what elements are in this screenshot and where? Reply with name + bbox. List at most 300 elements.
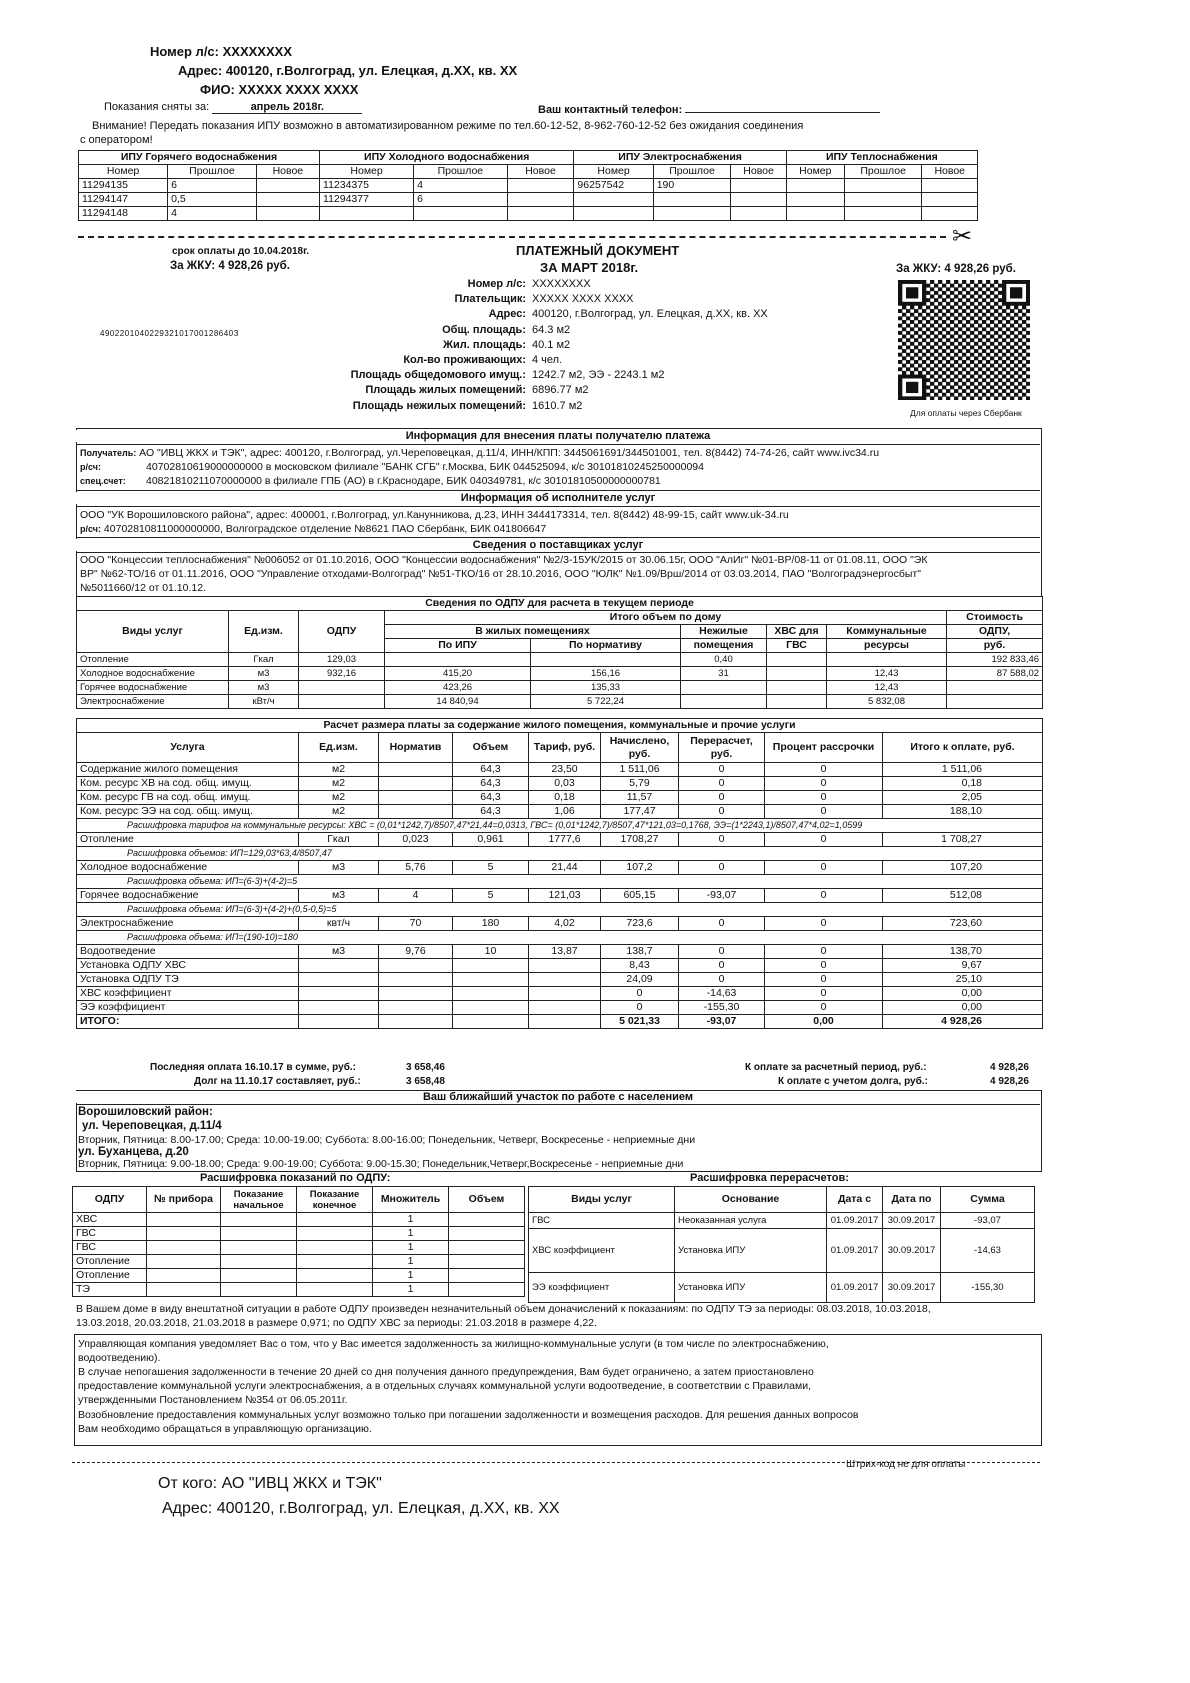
payer-field-label: Площадь нежилых помещений:	[352, 399, 526, 412]
calc-row	[77, 889, 1043, 903]
account-label: Номер л/с:	[150, 44, 219, 59]
calc-cell: 1777,6	[529, 833, 601, 847]
odpu-row	[77, 695, 1043, 709]
calc-note-row	[77, 931, 1043, 945]
calc-h-charged: Начислено, руб.	[601, 733, 679, 763]
meter-new-input[interactable]	[731, 179, 786, 193]
readings-row	[104, 101, 362, 114]
suppliers-title: Сведения о поставщиках услуг	[76, 539, 1040, 551]
suppliers-line-2: ВР" №62-ТО/16 от 01.11.2016, ООО "Управление отходами-Волгоград" №51-ТКО/16 от 28.10.2016, ООО "ЮЛК" №1.09/Врш/2014 от 03.03.2014, ПАО "Волгоградэнергосбыт"	[80, 568, 921, 580]
calc-cell: 0,18	[883, 777, 1043, 791]
calc-cell	[379, 763, 453, 777]
meter-prev	[844, 193, 922, 207]
last-payment-value: 3 658,46	[406, 1062, 445, 1073]
odpu-decode-title: Расшифровка показаний по ОДПУ:	[200, 1172, 391, 1184]
calc-cell: 0,18	[529, 791, 601, 805]
odpu-cell	[681, 681, 767, 695]
calc-cell: 13,87	[529, 945, 601, 959]
decode-h: Показание конечное	[297, 1187, 373, 1213]
recalc-h: Сумма	[941, 1187, 1035, 1213]
odpu-h-nonliving: Нежилые	[681, 625, 767, 639]
calc-cell: 4	[379, 889, 453, 903]
meter-new-input[interactable]	[731, 207, 786, 221]
warning-line-5: утвержденными Постановлением №354 от 06.05.2011г.	[78, 1394, 348, 1406]
calc-cell: 0	[679, 917, 765, 931]
calc-cell: 0	[765, 973, 883, 987]
odpu-cell: Горячее водоснабжение	[77, 681, 229, 695]
calc-row	[77, 791, 1043, 805]
warning-line-3: В случае непогашения задолженности в течение 20 дней со дня получения данного предупреждения, Вам будет ограничено, а затем приостановлено	[78, 1366, 814, 1378]
calc-cell: 121,03	[529, 889, 601, 903]
total-right: За ЖКУ: 4 928,26 руб.	[896, 263, 1016, 275]
calc-cell: 0	[679, 973, 765, 987]
calc-row	[77, 861, 1043, 875]
footer-barcode-caption: Штрих-код не для оплаты	[846, 1459, 966, 1470]
decode-cell	[297, 1241, 373, 1255]
decode-cell	[449, 1269, 525, 1283]
payer-field-row	[230, 278, 830, 293]
payer-field-row	[230, 400, 830, 415]
office-hours-2: Вторник, Пятница: 9.00-18.00; Среда: 9.00-19.00; Суббота: 9.00-15.30; Понедельник,Четверг,Воскресенье - неприемные дни	[78, 1158, 684, 1170]
recalc-cell: Установка ИПУ	[675, 1229, 827, 1273]
calc-h-total: Итого к оплате, руб.	[883, 733, 1043, 763]
decode-cell	[221, 1241, 297, 1255]
calc-cell: 0	[765, 763, 883, 777]
recalc-cell: ГВС	[529, 1213, 675, 1229]
debt-value: 3 658,48	[406, 1076, 445, 1087]
meter-prev	[414, 207, 507, 221]
odpu-cell: кВт/ч	[229, 695, 299, 709]
meters-col: Новое	[507, 165, 574, 179]
decode-cell	[449, 1255, 525, 1269]
decode-cell: ТЭ	[73, 1283, 147, 1297]
notice-text-2: с оператором!	[80, 134, 153, 146]
calc-cell: 0	[679, 833, 765, 847]
calc-cell: Холодное водоснабжение	[77, 861, 299, 875]
calc-body	[77, 763, 1043, 1029]
payer-field-row	[230, 384, 830, 399]
calc-cell	[299, 959, 379, 973]
decode-row	[73, 1241, 525, 1255]
calc-note: Расшифровка объема: ИП=(190-10)=180	[77, 931, 1043, 945]
readings-period[interactable]: апрель 2018г.	[212, 101, 362, 114]
meter-number: 11294148	[79, 207, 168, 221]
meter-prev: 4	[414, 179, 507, 193]
calc-cell: Ком. ресурс ЭЭ на сод. общ. имущ.	[77, 805, 299, 819]
calc-cell: 0,023	[379, 833, 453, 847]
calc-cell: ЭЭ коэффициент	[77, 1001, 299, 1015]
meter-new-input[interactable]	[922, 179, 978, 193]
calc-cell: 107,2	[601, 861, 679, 875]
calc-cell: 107,20	[883, 861, 1043, 875]
calc-cell: 9,67	[883, 959, 1043, 973]
decode-cell	[297, 1269, 373, 1283]
decode-cell	[147, 1213, 221, 1227]
calc-note: Расшифровка объема: ИП=(6-3)+(4-2)=5	[77, 875, 1043, 889]
calc-cell: 0	[679, 861, 765, 875]
calc-row	[77, 945, 1043, 959]
meter-new-input[interactable]	[507, 193, 574, 207]
calc-h-service: Услуга	[77, 733, 299, 763]
calc-note: Расшифровка объемов: ИП=129,03*63,4/8507,47	[77, 847, 1043, 861]
calc-table	[76, 718, 1043, 1029]
odpu-cell: Гкал	[229, 653, 299, 667]
calc-cell	[379, 959, 453, 973]
calc-cell	[453, 1001, 529, 1015]
payer-field-label: Плательщик:	[454, 293, 526, 306]
calc-cell	[379, 805, 453, 819]
calc-cell: 11,57	[601, 791, 679, 805]
emergency-line-1: В Вашем доме в виду внештатной ситуации в работе ОДПУ произведен незначительный объем доначислений к показаниям: по ОДПУ ТЭ за периоды: 08.03.2018, 10.03.2018,	[76, 1303, 931, 1315]
calc-cell	[529, 973, 601, 987]
payer-field-value: 4 чел.	[532, 353, 563, 366]
calc-h-volume: Объем	[453, 733, 529, 763]
odpu-cell: 129,03	[299, 653, 385, 667]
calc-cell: Установка ОДПУ ТЭ	[77, 973, 299, 987]
payer-fields	[230, 278, 830, 415]
odpu-cell: Отопление	[77, 653, 229, 667]
recalc-cell: -14,63	[941, 1229, 1035, 1273]
calc-cell: 64,3	[453, 791, 529, 805]
decode-cell: 1	[373, 1269, 449, 1283]
odpu-h-services: Виды услуг	[77, 611, 229, 653]
warning-line-1: Управляющая компания уведомляет Вас о том, что у Вас имеется задолженность за жилищно-коммунальные услуги (в том числе по электроснабжению,	[78, 1338, 829, 1350]
payer-field-row	[230, 293, 830, 308]
decode-cell	[449, 1241, 525, 1255]
decode-row	[73, 1269, 525, 1283]
pay-debt-label: К оплате с учетом долга, руб.:	[778, 1076, 928, 1087]
calc-cell: квт/ч	[299, 917, 379, 931]
calc-cell: 5	[453, 889, 529, 903]
spec-value: 40821810211070000000 в филиале ГПБ (АО) в г.Краснодаре, БИК 040349781, к/с 30101810500000000781	[146, 475, 661, 487]
calc-cell: Установка ОДПУ ХВС	[77, 959, 299, 973]
doc-period: ЗА МАРТ 2018г.	[540, 260, 639, 275]
meter-new-input[interactable]	[731, 193, 786, 207]
payer-field-label: Общ. площадь:	[442, 323, 526, 336]
calc-cell	[299, 973, 379, 987]
divider	[76, 552, 1040, 553]
decode-cell	[221, 1283, 297, 1297]
decode-row	[73, 1283, 525, 1297]
calc-cell	[299, 1001, 379, 1015]
meter-number	[574, 193, 653, 207]
odpu-cell: 5 832,08	[827, 695, 947, 709]
calc-cell	[453, 987, 529, 1001]
meter-new-input[interactable]	[922, 193, 978, 207]
calc-row	[77, 1015, 1043, 1029]
meters-col: Новое	[922, 165, 978, 179]
calc-row	[77, 805, 1043, 819]
payer-field-value: XXXXX XXXX XXXX	[532, 293, 634, 306]
odpu-h-ipu: По ИПУ	[385, 639, 531, 653]
fio-header	[200, 82, 358, 97]
recalc-h: Основание	[675, 1187, 827, 1213]
odpu-cell: м3	[229, 667, 299, 681]
calc-cell: 0	[765, 1001, 883, 1015]
doc-title: ПЛАТЕЖНЫЙ ДОКУМЕНТ	[516, 243, 680, 258]
spec-label: спец.счет:	[80, 476, 126, 486]
meter-prev: 4	[168, 207, 257, 221]
decode-cell: ХВС	[73, 1213, 147, 1227]
calc-cell: 2,05	[883, 791, 1043, 805]
fio-value: XXXXX XXXX XXXX	[238, 82, 359, 97]
odpu-cell: 31	[681, 667, 767, 681]
calc-row	[77, 1001, 1043, 1015]
meter-new-input[interactable]	[256, 179, 319, 193]
calc-note-row	[77, 903, 1043, 917]
calc-cell: 1 511,06	[601, 763, 679, 777]
odpu-row	[77, 653, 1043, 667]
meter-number	[320, 207, 414, 221]
meters-col: Новое	[731, 165, 786, 179]
calc-cell: 23,50	[529, 763, 601, 777]
meter-new-input[interactable]	[256, 207, 319, 221]
decode-cell	[297, 1283, 373, 1297]
recalc-cell: 01.09.2017	[827, 1273, 883, 1303]
recalc-h: Виды услуг	[529, 1187, 675, 1213]
calc-row	[77, 917, 1043, 931]
recalc-row	[529, 1229, 1035, 1273]
decode-cell	[221, 1255, 297, 1269]
odpu-cell: 192 833,46	[947, 653, 1043, 667]
calc-cell: 5	[453, 861, 529, 875]
qr-caption: Для оплаты через Сбербанк	[910, 408, 1022, 418]
recalc-cell: 01.09.2017	[827, 1213, 883, 1229]
decode-cell: 1	[373, 1227, 449, 1241]
calc-cell	[529, 1015, 601, 1029]
recalc-cell: Неоказанная услуга	[675, 1213, 827, 1229]
odpu-cell: 135,33	[531, 681, 681, 695]
calc-cell: 723,60	[883, 917, 1043, 931]
calc-cell: 0	[765, 777, 883, 791]
calc-cell: 1708,27	[601, 833, 679, 847]
recalc-cell: -93,07	[941, 1213, 1035, 1229]
suppliers-line-1: ООО "Концессии теплоснабжения" №006052 от 01.10.2016, ООО "Концессии водоснабжения" №2/3-15УК/2015 от 30.06.15г, ООО "АлИг" №01-ВР/08-11 от 01.08.11, ООО "ЭК	[80, 554, 928, 566]
meters-col: Номер	[79, 165, 168, 179]
odpu-cell	[767, 681, 827, 695]
cut-line	[78, 236, 946, 238]
meters-group-elec: ИПУ Электроснабжения	[574, 151, 786, 165]
odpu-row	[77, 681, 1043, 695]
decode-body	[73, 1213, 525, 1297]
odpu-h-cost-2: ОДПУ,	[947, 625, 1043, 639]
meter-new-input[interactable]	[507, 207, 574, 221]
odpu-decode-table	[72, 1186, 525, 1297]
meter-new-input[interactable]	[922, 207, 978, 221]
calc-cell: 0,00	[883, 987, 1043, 1001]
calc-cell: м2	[299, 805, 379, 819]
calc-cell: 0	[765, 889, 883, 903]
meter-new-input[interactable]	[507, 179, 574, 193]
recalc-h: Дата по	[883, 1187, 941, 1213]
odpu-h-comm-2: ресурсы	[827, 639, 947, 653]
meters-group-hot: ИПУ Горячего водоснабжения	[79, 151, 320, 165]
calc-cell: 0	[679, 791, 765, 805]
calc-h-norm: Норматив	[379, 733, 453, 763]
payer-field-row	[230, 369, 830, 384]
calc-cell: м2	[299, 777, 379, 791]
office-address-2: ул. Буханцева, д.20	[78, 1146, 189, 1158]
decode-row	[73, 1213, 525, 1227]
calc-cell: 0,00	[883, 1001, 1043, 1015]
meters-col: Номер	[574, 165, 653, 179]
calc-cell: 177,47	[601, 805, 679, 819]
meters-row	[79, 179, 978, 193]
calc-h-installment: Процент рассрочки	[765, 733, 883, 763]
due-date: срок оплаты до 10.04.2018г.	[172, 246, 310, 257]
from-label: От кого: АО "ИВЦ ЖКХ и ТЭК"	[158, 1475, 382, 1492]
decode-cell	[147, 1241, 221, 1255]
odpu-cell: 12,43	[827, 667, 947, 681]
odpu-row	[77, 667, 1043, 681]
calc-cell: м2	[299, 791, 379, 805]
recalc-h: Дата с	[827, 1187, 883, 1213]
decode-cell	[147, 1283, 221, 1297]
rs-line	[80, 461, 704, 473]
odpu-cell	[385, 653, 531, 667]
calc-cell: 138,70	[883, 945, 1043, 959]
decode-h: Объем	[449, 1187, 525, 1213]
calc-cell: Содержание жилого помещения	[77, 763, 299, 777]
calc-cell: 605,15	[601, 889, 679, 903]
address-value: 400120, г.Волгоград, ул. Елецкая, д.XX, кв. XX	[225, 63, 518, 78]
recalc-cell: 01.09.2017	[827, 1229, 883, 1273]
readings-label: Показания сняты за:	[104, 101, 210, 113]
odpu-h-total: Итого объем по дому	[385, 611, 947, 625]
odpu-cell	[947, 695, 1043, 709]
odpu-cell: 14 840,94	[385, 695, 531, 709]
calc-cell	[453, 959, 529, 973]
decode-h: № прибора	[147, 1187, 221, 1213]
decode-cell	[221, 1269, 297, 1283]
meter-number	[786, 193, 844, 207]
recipient-line	[80, 447, 879, 459]
calc-cell: 4,02	[529, 917, 601, 931]
payer-field-label: Площадь общедомового имущ.:	[350, 369, 526, 382]
phone-row	[538, 101, 880, 116]
meter-prev: 0,5	[168, 193, 257, 207]
meters-group-heat: ИПУ Теплоснабжения	[786, 151, 977, 165]
phone-input[interactable]	[685, 101, 880, 113]
payer-field-value: 40.1 м2	[532, 338, 571, 351]
payer-field-value: 1242.7 м2, ЭЭ - 2243.1 м2	[532, 369, 665, 382]
debt-label: Долг на 11.10.17 составляет, руб.:	[194, 1076, 361, 1087]
warning-line-4: предоставление коммунальной услуги электроснабжения, а в отдельных случаях коммунальной услуги водоотведение, в соответствии с Правилами,	[78, 1380, 812, 1392]
meters-table	[78, 150, 978, 221]
calc-cell: 70	[379, 917, 453, 931]
recalc-cell: ХВС коэффициент	[529, 1229, 675, 1273]
calc-cell: ИТОГО:	[77, 1015, 299, 1029]
executor-title: Информация об исполнителе услуг	[76, 492, 1040, 504]
divider	[76, 537, 1040, 538]
calc-note-row	[77, 819, 1043, 833]
last-payment-label: Последняя оплата 16.10.17 в сумме, руб.:	[150, 1062, 357, 1073]
meters-row	[79, 207, 978, 221]
calc-cell: 5,79	[601, 777, 679, 791]
calc-row	[77, 833, 1043, 847]
decode-cell	[449, 1283, 525, 1297]
recalc-body	[529, 1213, 1035, 1303]
calc-cell: 0	[601, 1001, 679, 1015]
meter-prev	[653, 207, 731, 221]
meter-new-input[interactable]	[256, 193, 319, 207]
decode-h: Показание начальное	[221, 1187, 297, 1213]
meter-number	[786, 179, 844, 193]
executor-rs-label: р/сч:	[80, 524, 101, 534]
calc-cell: 0	[765, 959, 883, 973]
calc-cell: -14,63	[679, 987, 765, 1001]
odpu-h-hvs-2: ГВС	[767, 639, 827, 653]
meters-col: Прошлое	[168, 165, 257, 179]
meter-number	[786, 207, 844, 221]
emergency-line-2: 13.03.2018, 20.03.2018, 21.03.2018 в размере 0,971; по ОДПУ ХВС за периоды: 21.03.2018 в размере 4,22.	[76, 1317, 597, 1329]
meters-group-cold: ИПУ Холодного водоснабжения	[320, 151, 574, 165]
payer-field-row	[230, 308, 830, 323]
odpu-h-nonliving-2: помещения	[681, 639, 767, 653]
total-left: За ЖКУ: 4 928,26 руб.	[170, 260, 290, 272]
meter-number: 96257542	[574, 179, 653, 193]
calc-cell: Ком. ресурс ГВ на сод. общ. имущ.	[77, 791, 299, 805]
calc-cell: 25,10	[883, 973, 1043, 987]
odpu-cell	[947, 681, 1043, 695]
calc-row	[77, 763, 1043, 777]
meters-col: Номер	[786, 165, 844, 179]
meter-prev	[844, 179, 922, 193]
recalc-cell: ЭЭ коэффициент	[529, 1273, 675, 1303]
decode-cell: ГВС	[73, 1227, 147, 1241]
calc-cell	[379, 791, 453, 805]
decode-cell: Отопление	[73, 1269, 147, 1283]
odpu-cell	[767, 667, 827, 681]
calc-cell	[453, 1015, 529, 1029]
meter-number	[574, 207, 653, 221]
calc-cell: Ком. ресурс ХВ на сод. общ. имущ.	[77, 777, 299, 791]
odpu-cell: 932,16	[299, 667, 385, 681]
calc-cell: 0	[765, 917, 883, 931]
odpu-cell	[681, 695, 767, 709]
decode-cell	[221, 1213, 297, 1227]
meters-col: Прошлое	[844, 165, 922, 179]
payer-field-row	[230, 354, 830, 369]
odpu-h-norm: По нормативу	[531, 639, 681, 653]
meter-prev: 190	[653, 179, 731, 193]
meter-prev: 6	[414, 193, 507, 207]
calc-row	[77, 973, 1043, 987]
recalc-cell: 30.09.2017	[883, 1213, 941, 1229]
calc-cell: 180	[453, 917, 529, 931]
calc-cell: м3	[299, 945, 379, 959]
meter-prev	[653, 193, 731, 207]
odpu-cell	[299, 681, 385, 695]
divider	[76, 444, 1040, 445]
calc-cell: м3	[299, 861, 379, 875]
calc-cell: 0	[765, 805, 883, 819]
meters-col: Номер	[320, 165, 414, 179]
calc-cell: 1 511,06	[883, 763, 1043, 777]
recalc-title: Расшифровка перерасчетов:	[690, 1172, 849, 1184]
decode-cell	[147, 1255, 221, 1269]
meter-number: 11294135	[79, 179, 168, 193]
meter-number: 11234375	[320, 179, 414, 193]
calc-cell: Гкал	[299, 833, 379, 847]
payer-field-label: Жил. площадь:	[443, 338, 526, 351]
calc-cell: 0	[765, 833, 883, 847]
recipient-value: АО "ИВЦ ЖКХ и ТЭК", адрес: 400120, г.Волгоград, ул.Череповецкая, д.11/4, ИНН/КПП: 3445061691/344501001, тел. 8(8442) 74-74-26, сайт www.ivc34.ru	[139, 447, 880, 459]
calc-cell: -155,30	[679, 1001, 765, 1015]
decode-cell	[147, 1269, 221, 1283]
calc-note-row	[77, 847, 1043, 861]
calc-cell	[529, 1001, 601, 1015]
